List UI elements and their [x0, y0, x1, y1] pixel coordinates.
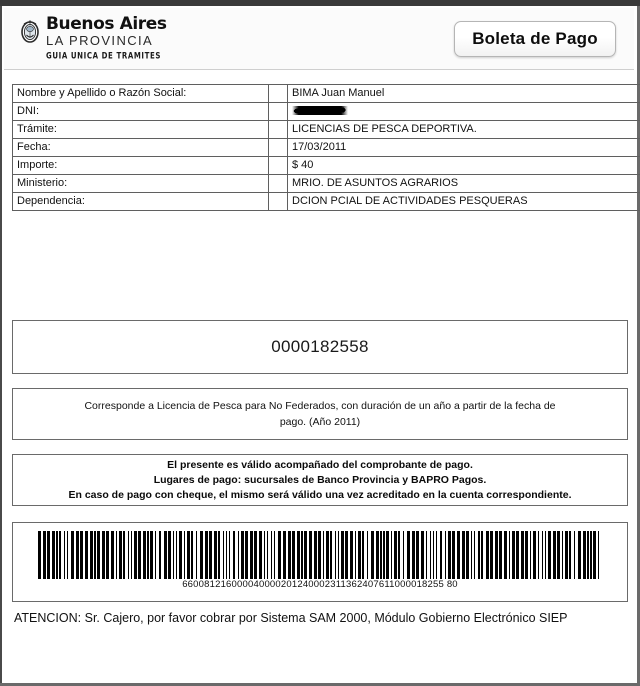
notice-line-3: En caso de pago con cheque, el mismo será válido una vez acreditado en la cuenta correspondiente.	[68, 488, 572, 501]
payment-details-table	[12, 84, 640, 211]
description-line-2: pago. (Año 2011)	[279, 416, 361, 428]
row-spacer	[269, 175, 288, 193]
reference-number-box	[12, 320, 628, 374]
logo-tagline: GUIA UNICA DE TRAMITES	[46, 50, 162, 61]
row-value-redacted	[288, 103, 640, 121]
row-value: DCION PCIAL DE ACTIVIDADES PESQUERAS	[288, 193, 640, 211]
barcode-digits: 660081216000040000201240002311362407611000018255 80	[182, 579, 458, 590]
table-row	[13, 139, 640, 157]
row-value: LICENCIAS DE PESCA DEPORTIVA.	[288, 121, 640, 139]
row-spacer	[269, 121, 288, 139]
notice-line-1: El presente es válido acompañado del comprobante de pago.	[167, 458, 473, 471]
logo-subtitle: LA PROVINCIA	[46, 33, 154, 48]
row-value: BIMA Juan Manuel	[288, 85, 640, 103]
document-title: Boleta de Pago	[472, 29, 598, 48]
provincia-logo	[20, 16, 167, 59]
table-row	[13, 193, 640, 211]
row-spacer	[269, 103, 288, 121]
row-value: $ 40	[288, 157, 640, 175]
reference-number: 0000182558	[271, 337, 369, 356]
description-box	[12, 388, 628, 440]
document-title-box	[454, 21, 616, 57]
document-header	[4, 8, 634, 70]
table-row	[13, 121, 640, 139]
table-row	[13, 85, 640, 103]
row-spacer	[269, 85, 288, 103]
redaction-scribble-icon	[292, 106, 348, 115]
table-row	[13, 175, 640, 193]
row-label: Fecha:	[13, 139, 269, 157]
row-label: Trámite:	[13, 121, 269, 139]
cashier-attention-note: ATENCION: Sr. Cajero, por favor cobrar por Sistema SAM 2000, Módulo Gobierno Electrónico SIEP	[14, 611, 568, 625]
row-value: MRIO. DE ASUNTOS AGRARIOS	[288, 175, 640, 193]
row-label: Dependencia:	[13, 193, 269, 211]
description-line-1: Corresponde a Licencia de Pesca para No Federados, con duración de un año a partir de la fecha de	[84, 400, 556, 412]
row-label: DNI:	[13, 103, 269, 121]
row-spacer	[269, 193, 288, 211]
payment-details-body	[13, 85, 640, 211]
row-spacer	[269, 139, 288, 157]
table-row	[13, 103, 640, 121]
barcode-box	[12, 522, 628, 602]
page-frame-left-border	[0, 6, 2, 686]
notice-line-2: Lugares de pago: sucursales de Banco Provincia y BAPRO Pagos.	[153, 473, 487, 486]
row-label: Importe:	[13, 157, 269, 175]
row-spacer	[269, 157, 288, 175]
logo-text-block	[46, 16, 167, 59]
table-row	[13, 157, 640, 175]
page-frame-top-bar	[0, 0, 640, 6]
notice-box	[12, 454, 628, 506]
provincial-coat-of-arms-icon	[20, 18, 40, 44]
row-label: Ministerio:	[13, 175, 269, 193]
row-value: 17/03/2011	[288, 139, 640, 157]
row-label: Nombre y Apellido o Razón Social:	[13, 85, 269, 103]
logo-title: Buenos Aires	[46, 14, 167, 34]
barcode-icon	[38, 531, 604, 579]
